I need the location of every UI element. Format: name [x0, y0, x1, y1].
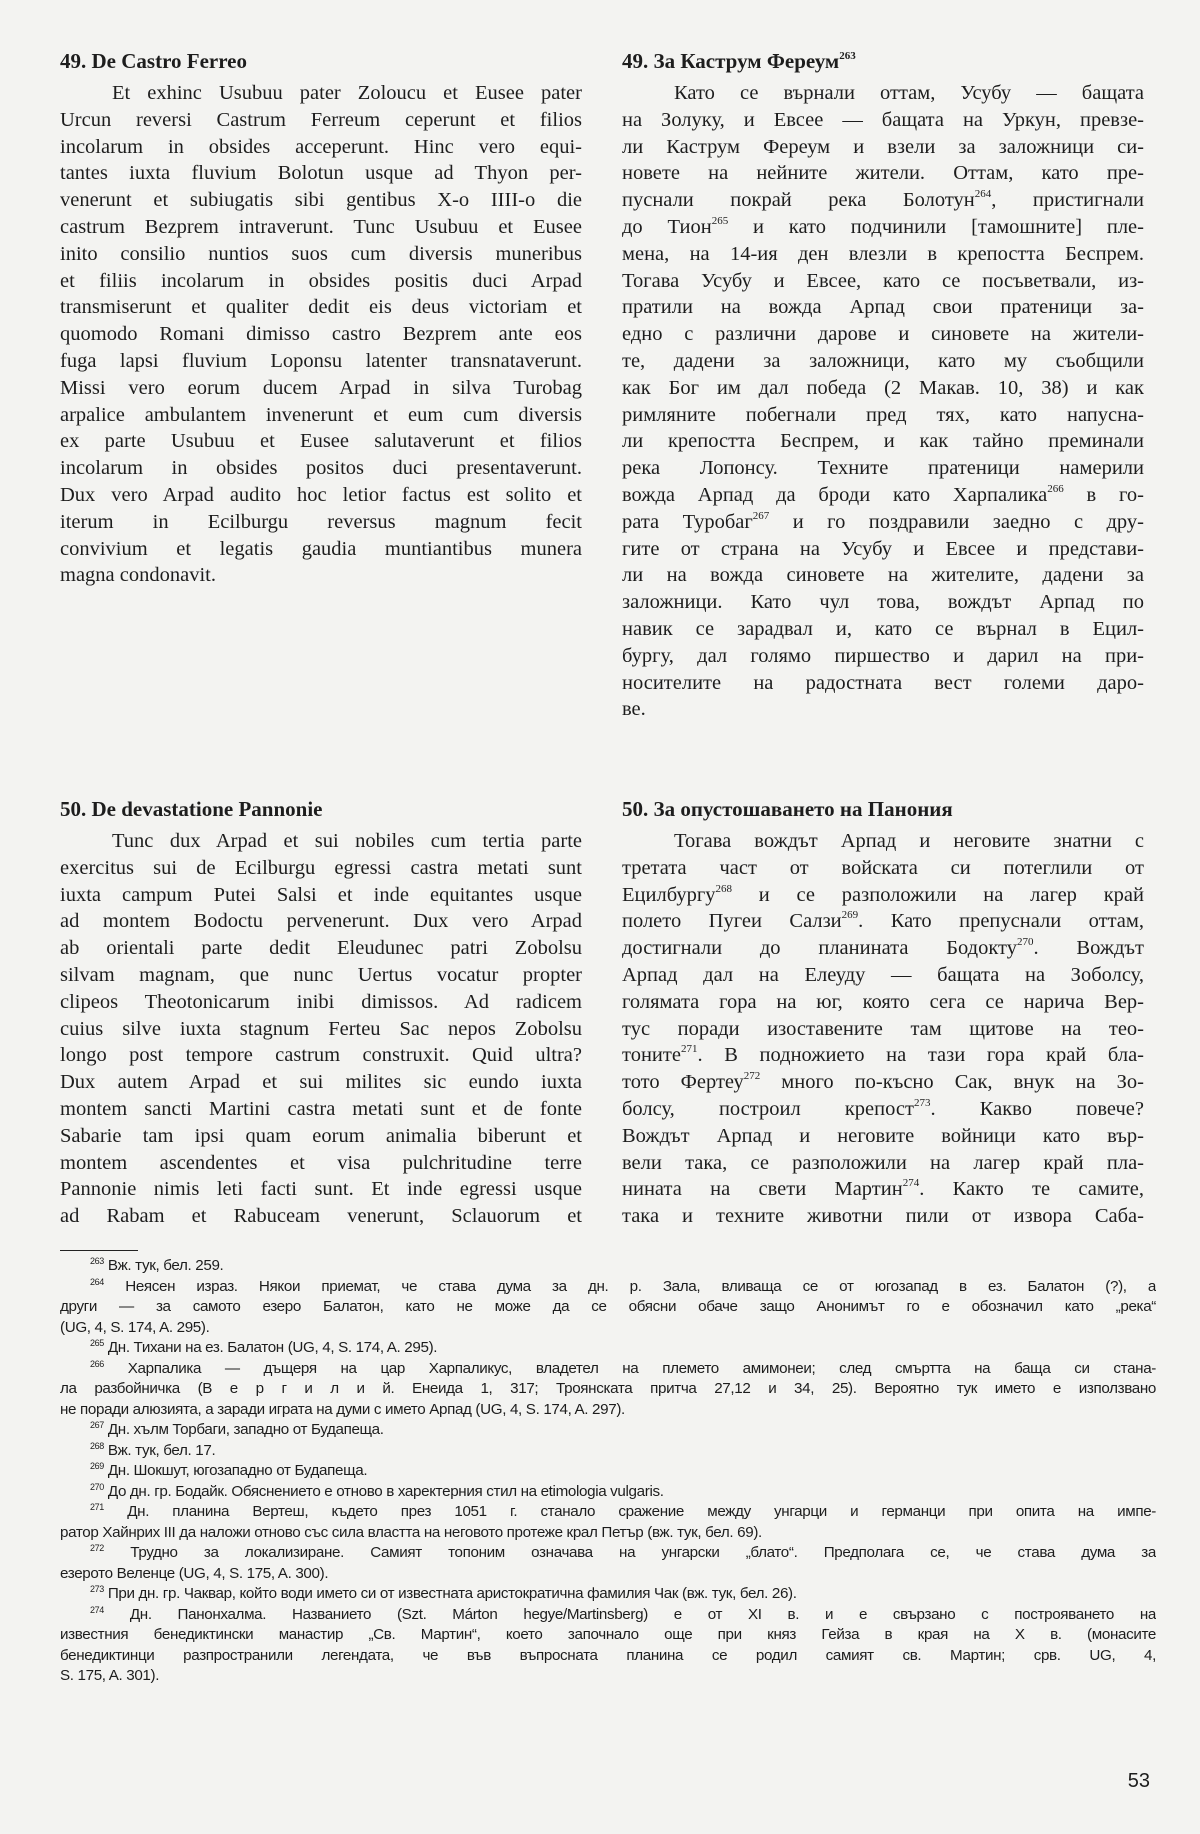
- footnote-text: бенедиктинци разпространили легендата, че във въпросната планина се родил самият св. Мартин; срв. UG, 4,: [60, 1646, 1156, 1664]
- text-line: [622, 294, 1144, 321]
- text-line: Sabarie tam ipsi quam eorum animalia biberunt et: [60, 1124, 582, 1147]
- footnote-number: 264: [90, 1276, 104, 1287]
- text-line: [622, 643, 1144, 670]
- text-line: [622, 855, 1144, 882]
- text-line: [622, 160, 1144, 187]
- text-line: [622, 482, 1144, 509]
- text-run: . Вождът: [1033, 937, 1144, 960]
- footnote-269: [60, 1461, 1156, 1482]
- footnote-ref[interactable]: 271: [680, 1043, 698, 1056]
- footnote-line: [60, 1523, 1156, 1544]
- latin-column-section-49: [60, 48, 582, 589]
- text-run: тоните: [622, 1044, 681, 1067]
- text-line: [622, 402, 1144, 429]
- footnote-line: [60, 1646, 1156, 1667]
- footnote-265: [60, 1338, 1156, 1359]
- footnote-line: [60, 1359, 1156, 1380]
- text-line: Urcun reversi Castrum Ferreum ceperunt et filios: [60, 108, 582, 131]
- text-run: едно с различни дарове и синовете на жители-: [622, 323, 1144, 346]
- footnote-273: [60, 1584, 1156, 1605]
- footnote-text: Дн. Панонхалма. Названието (Szt. Márton hegye/Martinsberg) е от XI в. и е свързано с построяването на: [129, 1605, 1156, 1623]
- text-run: вожда Арпад да броди като Харпалика: [622, 483, 1048, 506]
- footnote-line: [60, 1502, 1156, 1523]
- footnote-271: [60, 1502, 1156, 1543]
- text-line: montem sancti Martini castra metati sunt et de fonte: [60, 1097, 582, 1120]
- text-line: clipeos Theotonicarum inibi dimissos. Ad radicem: [60, 990, 582, 1013]
- text-line: Pannonie nimis leti facti sunt. Et inde egressi usque: [60, 1178, 582, 1201]
- text-run: заложници. Като чул това, вождът Арпад по: [622, 591, 1144, 614]
- text-run: Вождът Арпад и неговите войници като вър-: [622, 1124, 1144, 1147]
- footnote-number: 272: [90, 1543, 104, 1553]
- latin-text: [60, 828, 582, 1230]
- text-line: [622, 107, 1144, 134]
- text-run: и като подчинили [тамошните] пле-: [728, 215, 1144, 238]
- text-run: Тогава вождът Арпад и неговите знатни с: [674, 830, 1144, 852]
- footnote-line: [60, 1420, 1156, 1441]
- text-line: ex parte Usubuu et Eusee salutaverunt et filios: [60, 430, 582, 453]
- text-line: cuius silve iuxta stagnum Ferteu Sac nepos Zobolsu: [60, 1017, 582, 1040]
- latin-column-section-50: [60, 796, 582, 1230]
- text-line: incolarum in obsides acceperunt. Hinc vero equi-: [60, 135, 582, 158]
- text-line: arpalice ambulantem invenerunt et eum cum diversis: [60, 403, 582, 426]
- text-run: новете на нейните жители. Оттам, като пре-: [622, 162, 1144, 185]
- footnote-ref[interactable]: 268: [715, 882, 733, 895]
- text-line: [622, 455, 1144, 482]
- text-line: ab orientali parte dedit Eleudunec patri Zobolsu: [60, 937, 582, 960]
- text-line: [622, 1016, 1144, 1043]
- text-run: на Золуку, и Евсее — бащата на Уркун, превзе-: [622, 108, 1144, 131]
- footnote-ref[interactable]: 266: [1047, 482, 1064, 495]
- footnote-line: [60, 1564, 1156, 1585]
- text-line: [622, 1042, 1144, 1069]
- footnote-number: 269: [90, 1461, 104, 1471]
- footnote-text: Неясен израз. Някои приемат, че става дума за дн. р. Зала, вливаща се от югозапад в ез. Балатон (?), а: [125, 1277, 1156, 1295]
- section-heading-bulgarian: [622, 48, 1144, 74]
- text-run: . Като препуснали оттам,: [858, 910, 1144, 933]
- text-run: пратили на вожда Арпад свои пратеници за-: [622, 296, 1144, 319]
- footnote-line: [60, 1297, 1156, 1318]
- footnote-text: До дн. гр. Бодайк. Обяснението е отново в харектерния стил на etimologia vulgaris.: [107, 1482, 664, 1500]
- footnote-text: Вж. тук, бел. 17.: [107, 1441, 216, 1459]
- text-line: [622, 882, 1144, 909]
- text-run: пуснали покрай река Болотун: [622, 189, 975, 212]
- footnote-266: [60, 1359, 1156, 1421]
- text-line: tantes iuxta fluvium Bolotun usque ad Thyon per-: [60, 162, 582, 185]
- text-run: река Лопонсу. Техните пратеници намерили: [622, 457, 1144, 480]
- text-line: transmiserunt et qualiter dedit eis deus victoriam et: [60, 296, 582, 319]
- footnote-ref[interactable]: 264: [974, 188, 992, 201]
- section-heading-latin: 49. De Castro Ferreo: [60, 49, 247, 73]
- text-run: навик се зарадвал и, като се върнал в Ецил-: [622, 617, 1144, 640]
- text-run: болсу, построил крепост: [622, 1097, 914, 1120]
- footnote-ref[interactable]: 272: [743, 1070, 761, 1083]
- text-run: бургу, дал голямо пиршество и дарил на при-: [622, 644, 1144, 667]
- text-line: longo post tempore castrum construxit. Quid ultra?: [60, 1044, 582, 1067]
- text-line: [622, 187, 1144, 214]
- text-line: [622, 962, 1144, 989]
- footnote-line: [60, 1441, 1156, 1462]
- text-line: incolarum in obsides positos duci presentaverunt.: [60, 457, 582, 480]
- text-run: . В подножието на тази гора край бла-: [697, 1044, 1144, 1067]
- footnote-text: Вж. тук, бел. 259.: [107, 1257, 224, 1274]
- text-line: quomodo Romani dimisso castro Bezprem ante eos: [60, 323, 582, 346]
- text-line: [622, 1203, 1144, 1230]
- text-run: Като се върнали оттам, Усубу — бащата: [674, 82, 1144, 104]
- text-run: мена, на 14-ия ден влезли в крепостта Беспрем.: [622, 242, 1144, 265]
- footnote-line: [60, 1461, 1156, 1482]
- text-line: Dux vero Arpad audito hoc letior factus est solito et: [60, 483, 582, 506]
- text-line: [622, 589, 1144, 616]
- text-line: Missi vero eorum ducem Arpad in silva Turobag: [60, 376, 582, 399]
- text-run: и се разположили на лагер край: [732, 883, 1144, 906]
- text-line: montem ascendentes et visa pulchritudine terre: [60, 1151, 582, 1174]
- footnote-line: [60, 1482, 1156, 1503]
- footnote-272: [60, 1543, 1156, 1584]
- footnote-number: 273: [90, 1584, 104, 1594]
- text-line: [622, 989, 1144, 1016]
- text-line: inito consilio nuntios suos cum diversis muneribus: [60, 242, 582, 265]
- footnote-text: Дн. Шокшут, югозападно от Будапеща.: [107, 1462, 368, 1479]
- text-run: , пристигнали: [991, 189, 1144, 212]
- text-line: [622, 321, 1144, 348]
- text-run: . Както те самите,: [919, 1178, 1144, 1201]
- footnote-number: 268: [90, 1440, 104, 1451]
- text-line: [622, 935, 1144, 962]
- text-line: fuga lapsi fluvium Loponsu latenter transnataverunt.: [60, 349, 582, 372]
- footnote-ref[interactable]: 274: [902, 1177, 920, 1190]
- section-heading-bulgarian: 50. За опустошаването на Панония: [622, 797, 953, 821]
- text-line: [622, 241, 1144, 268]
- footnote-line: [60, 1605, 1156, 1626]
- bulgarian-column-section-50: [622, 796, 1144, 1230]
- text-line: [622, 1096, 1144, 1123]
- footnote-text: не поради алюзията, а заради играта на думи с името Арпад (UG, 4, S. 174, A. 297).: [60, 1400, 625, 1418]
- footnote-text: ла разбойничка (В е р г и л и й. Енеида 1, 317; Троянската притча 27,12 и 34, 25). Вероятно тук името е използвано: [60, 1380, 1156, 1397]
- footnote-text: Трудно за локализиране. Самият топоним означава на унгарски „блато“. Предполага се, че става дума за: [130, 1544, 1156, 1561]
- bulgarian-text: [622, 828, 1144, 1230]
- text-run: достигнали до планината Бодокту: [622, 937, 1017, 960]
- footnote-number: 270: [90, 1481, 104, 1492]
- text-line: venerunt et subiugatis sibi gentibus X-o IIII-o die: [60, 189, 582, 212]
- text-run: Ецилбургу: [622, 883, 716, 906]
- text-run: третата част от войската си потеглили от: [622, 856, 1144, 879]
- text-line: [622, 1176, 1144, 1203]
- text-run: гите от страна на Усубу и Евсее и представи-: [622, 537, 1144, 560]
- text-line: [622, 616, 1144, 643]
- text-line: [622, 214, 1144, 241]
- footnote-line: [60, 1543, 1156, 1564]
- text-run: рата Туробаг: [622, 510, 753, 533]
- footnote-line: [60, 1584, 1156, 1605]
- footnote-text: други — за самото езеро Балатон, като не може да се обясни обаче защо Анонимът го е обозначил като „река“: [60, 1298, 1156, 1315]
- footnote-number: 271: [90, 1502, 104, 1512]
- text-line: [622, 536, 1144, 563]
- text-line: silvam magnam, que nunc Uertus vocatur propter: [60, 963, 582, 986]
- text-run: в го-: [1063, 483, 1144, 506]
- text-run: римляните побегнали пред тях, като напусна-: [622, 403, 1144, 426]
- text-line: [622, 670, 1144, 697]
- footnote-number: 267: [90, 1420, 104, 1430]
- text-run: ли Каструм Фереум и взели за заложници си-: [622, 135, 1144, 158]
- bulgarian-column-section-49: [622, 48, 1144, 723]
- text-run: . Какво повече?: [930, 1097, 1144, 1120]
- text-line: [622, 1123, 1144, 1150]
- page-number: 53: [1127, 1770, 1150, 1792]
- text-run: те, дадени за заложници, като му съобщили: [622, 349, 1144, 372]
- footnote-line: [60, 1625, 1156, 1646]
- text-line: [622, 348, 1144, 375]
- footnote-line: [60, 1338, 1156, 1359]
- text-line: ad montem Bodoctu pervenerunt. Dux vero Arpad: [60, 910, 582, 933]
- footnote-264: [60, 1277, 1156, 1339]
- text-run: и го поздравили заедно с дру-: [769, 510, 1144, 533]
- footnote-ref[interactable]: 273: [913, 1096, 931, 1109]
- text-line: [622, 428, 1144, 455]
- text-line: castrum Bezprem intraverunt. Tunc Usubuu et Eusee: [60, 215, 582, 238]
- footnote-270: [60, 1482, 1156, 1503]
- text-line: ad Rabam et Rabuceam venerunt, Sclauorum et: [60, 1205, 582, 1228]
- footnote-text: (UG, 4, S. 174, A. 295).: [60, 1318, 210, 1336]
- text-line: [622, 80, 1144, 107]
- footnote-line: [60, 1666, 1156, 1687]
- text-run: голямата гора на юг, която сега се нарича Вер-: [622, 990, 1144, 1013]
- footnote-line: [60, 1256, 1156, 1277]
- footnote-ref[interactable]: 267: [752, 509, 770, 522]
- text-line: [622, 509, 1144, 536]
- latin-text: [60, 80, 582, 589]
- text-run: носителите на радостната вест големи даро-: [622, 671, 1144, 694]
- text-run: ве.: [622, 698, 646, 721]
- text-run: Тогава Усубу и Евсее, като се посъветвали, из-: [622, 269, 1144, 292]
- footnote-text: При дн. гр. Чаквар, който води името си от известната аристократична фамилия Чак (вж. тук, бел. 26).: [107, 1585, 797, 1602]
- footnote-text: Дн. планина Вертеш, където през 1051 г. станало сражение между унгарци и германци при опита на импе-: [127, 1503, 1156, 1520]
- footnote-number: 263: [90, 1256, 104, 1266]
- footnote-text: известния бенедиктински манастир „Св. Мартин“, което започнало още при княз Гейза в края на Х в. (монасите: [60, 1626, 1156, 1643]
- text-line: [622, 375, 1144, 402]
- text-run: ли крепостта Беспрем, и как тайно преминали: [622, 430, 1144, 453]
- footnote-line: [60, 1379, 1156, 1400]
- text-line: et filiis incolarum in obsides positis duci Arpad: [60, 269, 582, 292]
- bulgarian-text: [622, 80, 1144, 723]
- text-run: до Тион: [622, 215, 712, 238]
- footnote-ref[interactable]: 270: [1017, 936, 1034, 949]
- footnote-267: [60, 1420, 1156, 1441]
- text-line: [622, 1069, 1144, 1096]
- text-line: iterum in Ecilburgu reversus magnum fecit: [60, 510, 582, 533]
- text-line: Dux autem Arpad et sui milites sic eundo iuxta: [60, 1071, 582, 1094]
- text-line: [622, 908, 1144, 935]
- footnote-separator: [60, 1250, 138, 1251]
- text-line: iuxta campum Putei Salsi et inde equitantes usque: [60, 883, 582, 906]
- text-line: magna condonavit.: [60, 564, 216, 587]
- text-run: вели така, се разположили на лагер край пла-: [622, 1151, 1144, 1174]
- text-line: [622, 828, 1144, 855]
- section-heading-latin: 50. De devastatione Pannonie: [60, 797, 323, 821]
- footnote-268: [60, 1441, 1156, 1462]
- footnote-text: Дн. хълм Торбаги, западно от Будапеща.: [107, 1421, 384, 1438]
- text-run: Арпад дал на Елеуду — бащата на Зоболсу,: [622, 963, 1144, 986]
- text-run: как Бог им дал победа (2 Макав. 10, 38) и как: [622, 376, 1144, 399]
- heading-text: 49. За Каструм Фереум: [622, 49, 840, 73]
- footnote-text: Харпалика — дъщеря на цар Харпаликус, владетел на племето амимонеи; след смъртта на баща си стана-: [127, 1359, 1156, 1377]
- footnote-ref[interactable]: 269: [841, 909, 859, 922]
- text-line: convivium et legatis gaudia muntiantibus munera: [60, 537, 582, 560]
- text-line: [622, 696, 1144, 723]
- text-run: тус поради изоставените там щитове на тео-: [622, 1017, 1144, 1040]
- footnote-line: [60, 1277, 1156, 1298]
- footnote-text: езерото Веленце (UG, 4, S. 175, A. 300).: [60, 1564, 329, 1582]
- text-run: полето Пугеи Салзи: [622, 910, 842, 933]
- text-run: така и техните животни пили от извора Саба-: [622, 1205, 1144, 1228]
- footnote-ref[interactable]: 265: [711, 214, 729, 227]
- footnote-text: ратор Хайнрих III да наложи отново със сила властта на неговото протеже крал Петър (вж. тук, бел. 69).: [60, 1523, 762, 1541]
- footnote-number: 274: [90, 1604, 104, 1615]
- text-line: [622, 562, 1144, 589]
- text-line: exercitus sui de Ecilburgu egressi castra metati sunt: [60, 856, 582, 879]
- text-line: Et exhinc Usubuu pater Zoloucu et Eusee pater: [112, 82, 582, 104]
- footnote-number: 266: [90, 1358, 104, 1369]
- text-line: [622, 134, 1144, 161]
- footnotes: [60, 1256, 1156, 1687]
- text-run: тото Фертеу: [622, 1071, 744, 1094]
- footnote-line: [60, 1318, 1156, 1339]
- footnote-number: 265: [90, 1338, 104, 1348]
- text-run: много по-късно Сак, внук на Зо-: [760, 1071, 1144, 1094]
- footnote-274: [60, 1605, 1156, 1687]
- footnote-text: S. 175, A. 301).: [60, 1667, 160, 1684]
- footnote-263: [60, 1256, 1156, 1277]
- text-line: Tunc dux Arpad et sui nobiles cum tertia parte: [112, 830, 582, 852]
- footnote-ref[interactable]: 263: [839, 50, 856, 62]
- footnote-text: Дн. Тихани на ез. Балатон (UG, 4, S. 174, A. 295).: [107, 1339, 438, 1356]
- footnote-line: [60, 1400, 1156, 1421]
- text-run: нината на свети Мартин: [622, 1178, 903, 1201]
- text-line: [622, 268, 1144, 295]
- text-run: ли на вожда синовете на жителите, дадени за: [622, 564, 1144, 587]
- text-line: [622, 1150, 1144, 1177]
